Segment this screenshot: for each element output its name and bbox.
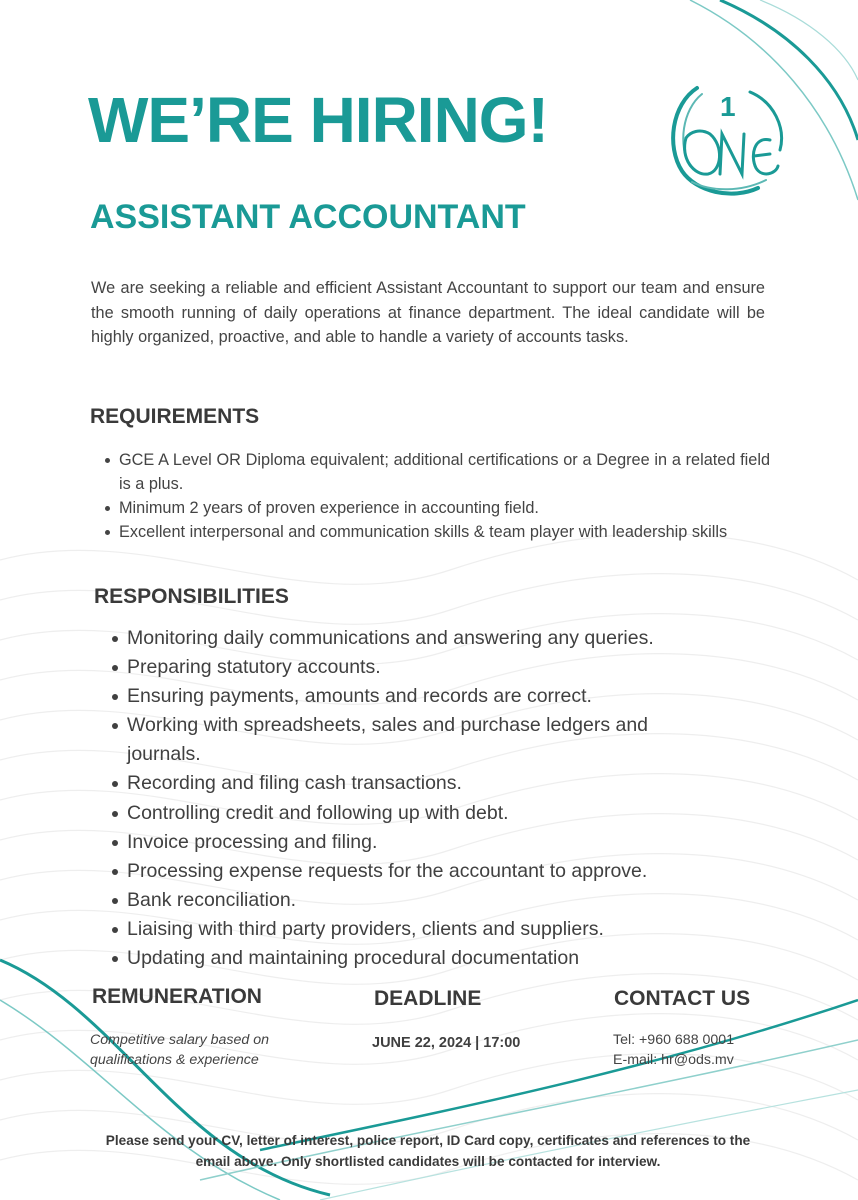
contact-email: E-mail: hr@ods.mv	[613, 1052, 734, 1068]
list-item: Processing expense requests for the accountant to approve.	[106, 857, 706, 886]
contact-heading: CONTACT US	[614, 987, 751, 1010]
responsibilities-list	[106, 624, 706, 973]
list-item: Excellent interpersonal and communication skills & team player with leadership skills	[100, 520, 770, 544]
list-item: GCE A Level OR Diploma equivalent; additional certifications or a Degree in a related field is a plus.	[100, 448, 770, 496]
deadline-text: JUNE 22, 2024 | 17:00	[372, 1035, 521, 1051]
list-item: Controlling credit and following up with debt.	[106, 799, 706, 828]
requirements-list	[100, 448, 770, 544]
list-item: Ensuring payments, amounts and records are correct.	[106, 682, 706, 711]
remuneration-heading: REMUNERATION	[92, 985, 262, 1008]
list-item: Invoice processing and filing.	[106, 828, 706, 857]
list-item: Preparing statutory accounts.	[106, 653, 706, 682]
list-item: Updating and maintaining procedural documentation	[106, 944, 706, 973]
list-item: Working with spreadsheets, sales and purchase ledgers and journals.	[106, 711, 706, 769]
application-instructions: Please send your CV, letter of interest, police report, ID Card copy, certificates and references to the email above. Only shortlisted candidates will be contacted for interview.	[105, 1133, 751, 1169]
list-item: Monitoring daily communications and answering any queries.	[106, 624, 706, 653]
job-title: ASSISTANT ACCOUNTANT	[90, 198, 526, 236]
deadline-heading: DEADLINE	[374, 987, 482, 1010]
page-title: WE’RE HIRING!	[88, 84, 548, 156]
company-logo	[662, 76, 792, 204]
svg-text:1: 1	[720, 91, 736, 122]
requirements-heading: REQUIREMENTS	[90, 405, 260, 428]
list-item: Recording and filing cash transactions.	[106, 769, 706, 798]
list-item: Liaising with third party providers, clients and suppliers.	[106, 915, 706, 944]
remuneration-text: Competitive salary based on qualifications & experience	[90, 1032, 270, 1068]
list-item: Minimum 2 years of proven experience in accounting field.	[100, 496, 770, 520]
contact-details	[613, 1030, 734, 1070]
job-description: We are seeking a reliable and efficient Assistant Accountant to support our team and ensure the smooth running of daily operations at finance department. The ideal candidate will be highly organized, proactive, and able to handle a variety of accounts tasks.	[91, 279, 765, 346]
contact-phone: Tel: +960 688 0001	[613, 1032, 735, 1048]
responsibilities-heading: RESPONSIBILITIES	[94, 585, 289, 608]
list-item: Bank reconciliation.	[106, 886, 706, 915]
